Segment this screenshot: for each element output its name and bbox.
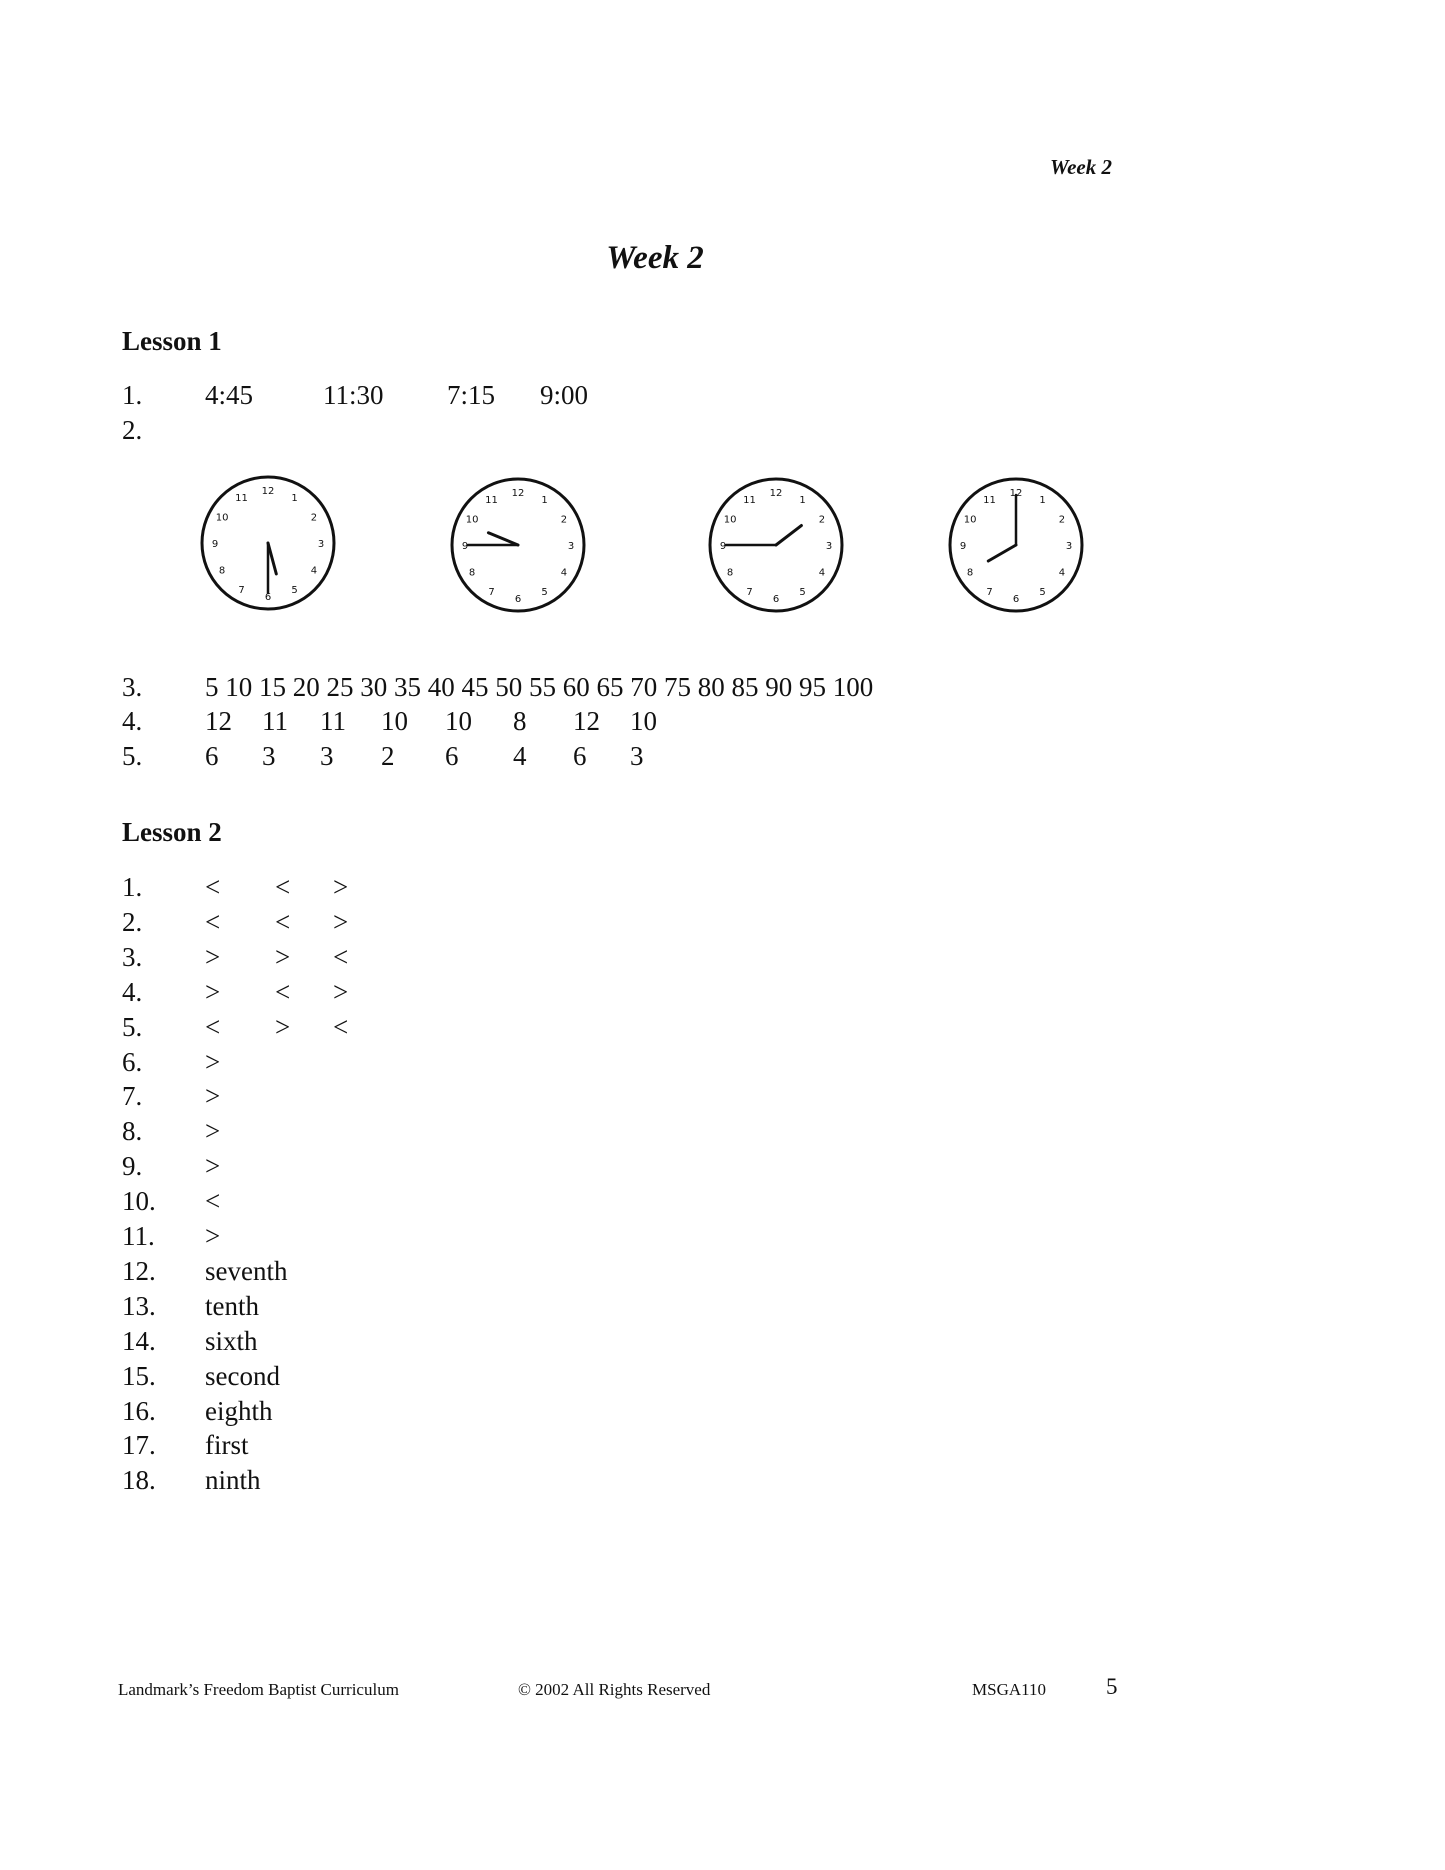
clock-face-4 [946, 470, 1086, 620]
lesson2-answer: tenth [205, 1290, 259, 1321]
clock-numeral: 2 [560, 514, 568, 526]
q4-value: 10 [630, 706, 657, 736]
clock-numeral: 12 [1009, 488, 1023, 499]
lesson-2-heading: Lesson 2 [122, 817, 222, 847]
lesson2-row-number: 6. [122, 1046, 143, 1077]
lesson2-row-number: 8. [122, 1116, 143, 1147]
clock-numeral: 10 [723, 514, 737, 526]
clock-numeral: 4 [1058, 567, 1066, 579]
clock-numeral: 4 [310, 565, 318, 577]
lesson2-answer: < [205, 1011, 221, 1042]
q5-value: 6 [573, 741, 587, 771]
question-number: 1. [122, 380, 143, 410]
lesson2-answer: > [205, 1116, 221, 1147]
q4-value: 10 [445, 706, 472, 736]
clock-numeral: 2 [310, 512, 318, 524]
q4-value: 8 [513, 706, 527, 736]
lesson2-answer: > [333, 872, 349, 902]
clock-numeral: 7 [238, 584, 245, 596]
lesson-1-heading: Lesson 1 [122, 326, 222, 356]
clock-numeral: 12 [769, 488, 783, 499]
lesson2-row-number: 12. [122, 1255, 156, 1286]
question-number: 3. [122, 672, 143, 702]
q4-value: 12 [205, 706, 232, 736]
question-number: 5. [122, 741, 143, 771]
clock-numeral: 8 [966, 567, 974, 579]
q1-time-4: 9:00 [540, 380, 589, 410]
clock-numeral: 6 [1012, 594, 1020, 605]
footer-code: MSGA110 [972, 1680, 1046, 1699]
lesson2-answer: > [205, 1081, 221, 1112]
clock-numeral: 10 [465, 514, 479, 526]
q5-value: 6 [445, 741, 459, 771]
lesson2-row-number: 9. [122, 1151, 143, 1182]
lesson2-answer: > [205, 1151, 221, 1182]
running-head: Week 2 [1050, 155, 1113, 179]
clock-numeral: 7 [488, 586, 495, 598]
clock-face-3 [706, 470, 846, 620]
clock-numeral: 7 [986, 586, 993, 598]
lesson2-row-number: 3. [122, 941, 143, 972]
lesson2-answer: < [205, 1186, 221, 1217]
q1-time-1: 4:45 [205, 380, 254, 410]
lesson2-answer: < [205, 906, 221, 937]
lesson2-row-number: 2. [122, 906, 143, 937]
lesson2-answer: < [275, 906, 291, 937]
clock-numeral: 12 [261, 486, 275, 497]
clock-numeral: 3 [825, 541, 833, 552]
clock-numeral: 8 [726, 567, 734, 579]
q5-value: 2 [381, 741, 395, 771]
clock-numeral: 1 [1039, 495, 1046, 507]
footer-copyright: © 2002 All Rights Reserved [518, 1680, 711, 1699]
lesson2-row-number: 10. [122, 1186, 156, 1217]
footer-publisher: Landmark’s Freedom Baptist Curriculum [118, 1680, 399, 1699]
clock-numeral: 5 [541, 586, 548, 598]
lesson2-answer: seventh [205, 1255, 288, 1286]
clock-numeral: 9 [461, 541, 469, 552]
question-number: 4. [122, 706, 143, 736]
clock-numeral: 9 [211, 539, 219, 550]
clock-numeral: 11 [235, 493, 248, 505]
lesson2-answer: > [205, 941, 221, 972]
lesson2-answer: > [205, 1046, 221, 1077]
clock-numeral: 11 [485, 495, 498, 507]
lesson2-row-number: 5. [122, 1011, 143, 1042]
lesson2-answer: eighth [205, 1395, 273, 1426]
hour-hand [988, 545, 1016, 561]
page-number: 5 [1106, 1674, 1118, 1699]
clock-numeral: 3 [567, 541, 575, 552]
page-title: Week 2 [606, 240, 704, 276]
q5-value: 3 [320, 741, 334, 771]
clock-numeral: 3 [317, 539, 325, 550]
clock-numeral: 11 [983, 495, 996, 507]
clock-numeral: 9 [959, 541, 967, 552]
clock-numeral: 6 [514, 594, 522, 605]
lesson2-row-number: 16. [122, 1395, 156, 1426]
clock-numeral: 4 [818, 567, 826, 579]
clock-numeral: 4 [560, 567, 568, 579]
q1-time-3: 7:15 [447, 380, 496, 410]
q5-value: 4 [513, 741, 527, 771]
clock-numeral: 2 [1058, 514, 1066, 526]
hour-hand [488, 533, 518, 545]
lesson2-row-number: 14. [122, 1325, 156, 1356]
lesson2-answer: > [205, 1221, 221, 1251]
lesson2-answer: < [333, 941, 349, 972]
lesson2-answer: > [333, 906, 349, 937]
clock-numeral: 12 [511, 488, 525, 499]
lesson2-answer: > [205, 976, 221, 1007]
lesson2-answer: < [333, 1011, 349, 1042]
clock-numeral: 1 [799, 495, 806, 507]
lesson2-answer: first [205, 1430, 249, 1461]
lesson2-answer: > [275, 941, 291, 972]
lesson2-row-number: 15. [122, 1360, 156, 1391]
clock-numeral: 5 [1039, 586, 1046, 598]
clock-face-1 [198, 468, 338, 618]
lesson2-row-number: 4. [122, 976, 143, 1007]
lesson2-row-number: 7. [122, 1081, 143, 1112]
q5-value: 3 [630, 741, 644, 771]
q4-value: 12 [573, 706, 600, 736]
lesson2-row-number: 13. [122, 1290, 156, 1321]
lesson2-answer: sixth [205, 1325, 258, 1356]
lesson2-answer: > [333, 976, 349, 1007]
clock-numeral: 9 [719, 541, 727, 552]
q4-value: 11 [320, 706, 346, 736]
q4-value: 11 [262, 706, 288, 736]
lesson2-answer: < [275, 872, 291, 902]
clock-numeral: 8 [218, 565, 226, 577]
q1-time-2: 11:30 [323, 380, 384, 410]
clock-numeral: 5 [291, 584, 298, 596]
clock-numeral: 1 [291, 493, 298, 505]
clock-numeral: 6 [772, 594, 780, 605]
q4-value: 10 [381, 706, 408, 736]
lesson2-answer: < [275, 976, 291, 1007]
clock-numeral: 3 [1065, 541, 1073, 552]
lesson2-row-number: 17. [122, 1430, 156, 1461]
lesson2-answer: ninth [205, 1465, 261, 1496]
clock-numeral: 6 [264, 592, 272, 603]
clock-numeral: 1 [541, 495, 548, 507]
lesson2-answer: < [205, 872, 221, 902]
clock-numeral: 10 [963, 514, 977, 526]
lesson2-answer: second [205, 1360, 280, 1391]
clock-numeral: 5 [799, 586, 806, 598]
clock-numeral: 11 [743, 495, 756, 507]
hour-hand [776, 526, 801, 545]
clock-face-2 [448, 470, 588, 620]
clock-numeral: 7 [746, 586, 753, 598]
clock-numeral: 8 [468, 567, 476, 579]
question-number: 2. [122, 415, 143, 445]
q3-skip-count: 5 10 15 20 25 30 35 40 45 50 55 60 65 70 75 80 85 90 95 100 [205, 672, 874, 702]
lesson2-row-number: 1. [122, 872, 143, 902]
q5-value: 6 [205, 741, 219, 771]
clock-numeral: 10 [215, 512, 229, 524]
lesson2-answer: > [275, 1011, 291, 1042]
q5-value: 3 [262, 741, 276, 771]
lesson2-row-number: 11. [122, 1221, 155, 1251]
lesson2-row-number: 18. [122, 1465, 156, 1496]
clock-numeral: 2 [818, 514, 826, 526]
